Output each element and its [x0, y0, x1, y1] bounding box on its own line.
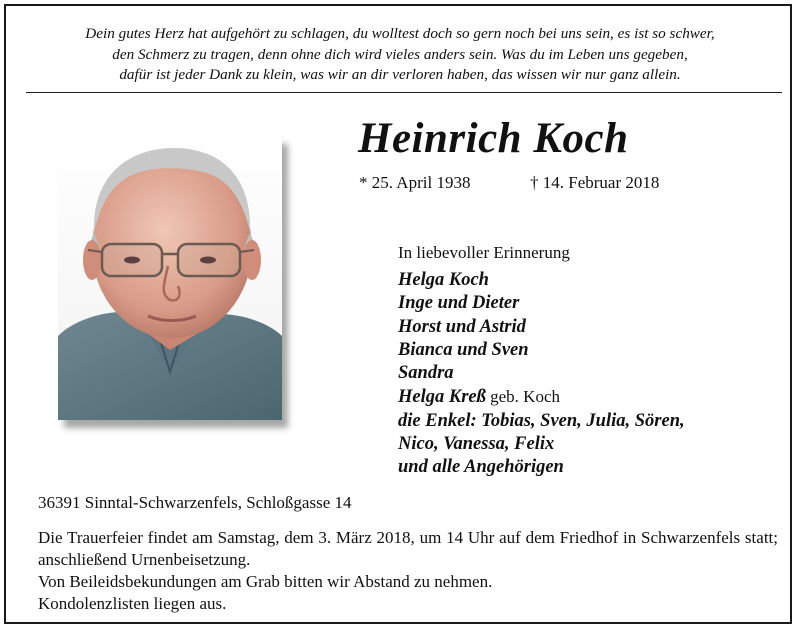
obituary-frame: [4, 4, 792, 624]
memorial-poem: [20, 24, 780, 86]
list-item: Sandra: [398, 363, 454, 384]
portrait-photo: [58, 136, 282, 420]
list-item: und alle Angehörigen: [398, 457, 564, 478]
notice-line: Kondolenzlisten liegen aus.: [38, 594, 227, 613]
memory-heading: In liebevoller Erinnerung: [398, 243, 570, 262]
mourner-name: Helga Kreß: [398, 387, 486, 408]
poem-line: Dein gutes Herz hat aufgehört zu schlagen, du wolltest doch so gern noch bei uns sein, es ist so schwer,: [85, 25, 715, 42]
funeral-notice: [38, 527, 778, 615]
notice-line: Die Trauerfeier findet am Samstag, dem 3. März 2018, um 14 Uhr auf dem Friedhof in Schwarzenfels statt; anschließend Urnenbeisetzung.: [38, 528, 778, 569]
list-item: Inge und Dieter: [398, 293, 520, 314]
list-item: Horst und Astrid: [398, 316, 526, 337]
list-item: Bianca und Sven: [398, 339, 529, 360]
poem-line: den Schmerz zu tragen, denn ohne dich wird vieles anders sein. Was du im Leben uns gegeben,: [112, 45, 688, 63]
list-item: Nico, Vanessa, Felix: [398, 434, 555, 455]
list-item: die Enkel: Tobias, Sven, Julia, Sören,: [398, 410, 685, 431]
portrait-photo-icon: [58, 136, 282, 420]
list-item: [398, 385, 685, 409]
mourners-list: [398, 269, 685, 480]
death-date: † 14. Februar 2018: [530, 173, 660, 192]
poem-line: dafür ist jeder Dank zu klein, was wir an dir verloren haben, das wissen wir nur ganz allein.: [119, 66, 681, 83]
maiden-name: geb. Koch: [485, 387, 560, 407]
birth-date: * 25. April 1938: [359, 173, 471, 192]
deceased-name: Heinrich Koch: [358, 115, 629, 162]
notice-line: Von Beileidsbekundungen am Grab bitten wir Abstand zu nehmen.: [38, 572, 493, 591]
address: 36391 Sinntal-Schwarzenfels, Schloßgasse 14: [38, 493, 352, 512]
list-item: Helga Koch: [398, 270, 489, 290]
divider: [26, 92, 782, 93]
